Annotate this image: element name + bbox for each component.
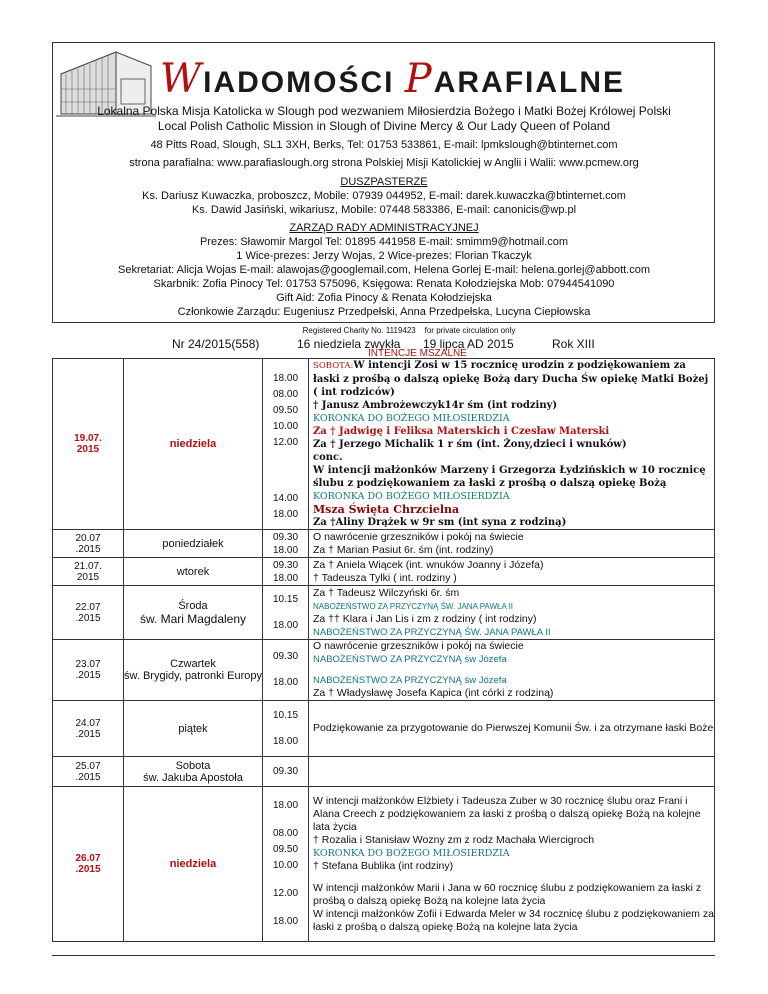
intention: Za † Jadwigę i Feliksa Materskich i Czesław Materski xyxy=(313,426,610,437)
intention: NABOŻEŃSTWO ZA PRZYCZYNĄ ŚW. JANA PAWŁA II xyxy=(313,601,514,611)
row-times: 09.30 xyxy=(263,757,309,787)
row-day: niedziela xyxy=(124,359,263,530)
time: 10.15 xyxy=(272,593,299,605)
intention: Za † Marian Pasiut 6r. śm (int. rodziny) xyxy=(313,543,494,556)
intention: W intencji małżonków Elżbiety i Tadeusza Zuber w 30 rocznicę ślubu oraz Frani i Alana Creech z podziękowaniem za łaski z prośbą o dalszą opiekę Bożą na kolejne lata życia xyxy=(313,794,701,833)
intention: W intencji małżonków Marii i Jana w 60 rocznicę ślubu z podziękowaniem za łaski z prośbą o dalszą opiekę Bożą na kolejne lata życia xyxy=(313,881,702,907)
row-date: 19.07. 2015 xyxy=(53,359,124,530)
pastors-heading: DUSZPASTERZE xyxy=(340,176,428,188)
intention: † Janusz Ambrożewczyk14r śm (int rodziny) xyxy=(313,400,558,411)
intention: NABOŻEŃSTWO ZA PRZYCZYNĄ ŚW. JANA PAWŁA II xyxy=(313,626,551,638)
intention: conc. xyxy=(313,452,343,463)
times-block-2: 14.00 18.00 xyxy=(272,493,299,520)
website-line: strona parafialna: www.parafiaslough.org strona Polskiej Misji Katolickiej w Anglii i Walii: www.pcmew.org xyxy=(129,157,639,169)
intention: O nawrócenie grzeszników i pokój na świecie xyxy=(313,640,524,652)
row-day: piątek xyxy=(124,701,263,757)
row-intentions xyxy=(309,586,715,640)
times-block-1: 18.00 08.00 09.50 10.00 12.00 xyxy=(272,373,299,448)
row-times xyxy=(263,359,309,530)
day-name: Sobota xyxy=(175,759,211,772)
newsletter-title xyxy=(160,56,720,102)
board-line-4: Skarbnik: Zofia Pinocy Tel: 01753 575096, Księgowa: Renata Kołodziejska Mob: 07944541090 xyxy=(153,278,615,290)
title-part1: IADOMOŚCI xyxy=(203,66,405,99)
row-date: 22.07 .2015 xyxy=(53,586,124,640)
issue-date: 19 lipca AD 2015 xyxy=(423,337,514,351)
board-line-1: Prezes: Sławomir Margol Tel: 01895 441958 E-mail: smimm9@hotmail.com xyxy=(200,236,568,248)
intention: Za † Jerzego Michalik 1 r śm (int. Żony,dzieci i wnuków) xyxy=(313,439,627,450)
row-times xyxy=(263,701,309,757)
intention: Za †Aliny Drążek w 9r sm (int syna z rodziną) xyxy=(313,517,567,528)
intention: KORONKA DO BOŻEGO MIŁOSIERDZIA xyxy=(313,491,510,502)
issue-year: Rok XIII xyxy=(552,337,595,351)
row-date: 24.07 .2015 xyxy=(53,701,124,757)
row-times xyxy=(263,586,309,640)
day-name: Środa xyxy=(178,599,208,612)
intention: KORONKA DO BOŻEGO MIŁOSIERDZIA xyxy=(313,413,510,424)
row-intentions xyxy=(309,640,715,701)
row-intentions xyxy=(309,359,715,530)
intention xyxy=(313,359,714,399)
row-date: 23.07 .2015 xyxy=(53,640,124,701)
row-day: niedziela xyxy=(124,787,263,942)
saturday-label: SOBOTA: xyxy=(313,361,354,371)
time: 12.00 xyxy=(272,888,299,899)
time: 18.00 xyxy=(272,916,299,927)
intention: W intencji małżonków Marzeny i Grzegorza Łydzińskich w 10 rocznicę ślubu z podziękowaniem za łaski z prośbą o dalszą opiekę Bożą xyxy=(313,465,706,489)
charity-note: Registered Charity No. 1119423 for private circulation only xyxy=(302,326,516,335)
table-row xyxy=(53,558,715,586)
table-row xyxy=(53,640,715,701)
title-initial-w: W xyxy=(160,56,204,102)
row-intentions xyxy=(309,558,715,586)
board-line-3: Sekretariat: Alicja Wojas E-mail: alawojas@googlemail.com, Helena Gorlej E-mail: helena.gorlej@abbott.com xyxy=(117,264,651,276)
row-day: poniedziałek xyxy=(124,530,263,558)
intention: O nawrócenie grzeszników i pokój na świecie xyxy=(313,530,524,543)
title-part2: ARAFIALNE xyxy=(433,66,626,99)
mass-schedule-table xyxy=(52,358,715,942)
intention-text: W intencji Zosi w 15 rocznicę urodzin z podziękowaniem za łaski z prośbą o dalszą opiekę Bożą dary Ducha Św opiekę Matki Bożej ( int rodziców) xyxy=(313,360,709,398)
row-intentions xyxy=(309,530,715,558)
table-row xyxy=(53,586,715,640)
time: 18.00 xyxy=(272,677,299,688)
intention: † Rozalia i Stanisław Wozny zm z rodz Machała Wiercigroch xyxy=(313,833,595,846)
row-intentions xyxy=(309,701,715,757)
pastor-2: Ks. Dawid Jasiński, wikariusz, Mobile: 07448 583386, E-mail: canonicis@wp.pl xyxy=(191,204,577,216)
intention: † Stefana Bublika (int rodziny) xyxy=(313,859,454,872)
intention: NABOŻEŃSTWO ZA PRZYCZYNĄ św Józefa xyxy=(313,654,507,665)
row-date: 21.07. 2015 xyxy=(53,558,124,586)
pastor-1: Ks. Dariusz Kuwaczka, proboszcz, Mobile: 07939 044952, E-mail: darek.kuwaczka@btinternet.com xyxy=(142,190,626,202)
address-line: 48 Pitts Road, Slough, SL1 3XH, Berks, Tel: 01753 533861, E-mail: lpmkslough@btinternet.com xyxy=(150,139,618,151)
row-date: 26.07 .2015 xyxy=(53,787,124,942)
saint-name: św. Brygidy, patronki Europy xyxy=(124,670,262,682)
row-day xyxy=(124,586,263,640)
row-day: wtorek xyxy=(124,558,263,586)
table-row xyxy=(53,757,715,787)
table-row xyxy=(53,787,715,942)
row-day xyxy=(124,640,263,701)
time: 18.00 xyxy=(272,735,299,747)
intention: KORONKA DO BOŻEGO MIŁOSIERDZIA xyxy=(313,847,510,859)
intention: Za †† Klara i Jan Lis i zm z rodziny ( int rodziny) xyxy=(313,612,537,625)
time: 18.00 xyxy=(272,800,299,811)
row-times xyxy=(263,787,309,942)
board-line-2: 1 Wice-prezes: Jerzy Wojas, 2 Wice-prezes: Florian Tkaczyk xyxy=(236,250,532,262)
table-row xyxy=(53,701,715,757)
intentions-title: INTENCJE MSZALNE xyxy=(368,348,467,359)
board-heading: ZARZĄD RADY ADMINISTRACYJNEJ xyxy=(289,222,479,234)
row-intentions xyxy=(309,787,715,942)
intention: W intencji małżonków Zofii i Edwarda Meler w 34 rocznicę ślubu z podziękowaniem za łaski z prośbą o dalszą opiekę Bożą na kolejne lata życia xyxy=(313,907,714,933)
sunday-label: 16 niedziela zwykła xyxy=(297,337,401,351)
row-date: 20.07 .2015 xyxy=(53,530,124,558)
table-row xyxy=(53,530,715,558)
issue-number: Nr 24/2015(558) xyxy=(172,337,260,351)
intention: NABOŻEŃSTWO ZA PRZYCZYNĄ św Józefa xyxy=(313,675,507,686)
intention: Za † Aniela Wiącek (int. wnuków Joanny i Józefa) xyxy=(313,558,544,571)
row-times: 09.30 18.00 xyxy=(263,530,309,558)
saint-name: św. Jakuba Apostoła xyxy=(143,771,243,784)
time: 18.00 xyxy=(272,619,299,631)
day-name: Czwartek xyxy=(170,658,216,670)
board-line-6: Członkowie Zarządu: Eugeniusz Przedpełski, Anna Przedpełska, Lucyna Ciepłowska xyxy=(177,306,591,318)
time: 09.30 xyxy=(272,651,299,662)
row-intentions xyxy=(309,757,715,787)
intention: Za † Władysławę Josefa Kapica (int córki z rodziną) xyxy=(313,687,554,699)
row-date: 25.07 .2015 xyxy=(53,757,124,787)
title-initial-p: P xyxy=(404,56,434,102)
mission-name-pl: Lokalna Polska Misja Katolicka w Slough pod wezwaniem Miłosierdzia Bożego i Matki Bożej Królowej Polski xyxy=(97,104,671,118)
board-line-5: Gift Aid: Zofia Pinocy & Renata Kołodziejska xyxy=(276,292,492,304)
table-row xyxy=(53,359,715,530)
row-times xyxy=(263,640,309,701)
intention: † Tadeusza Tylki ( int. rodziny ) xyxy=(313,571,457,584)
footer-rule xyxy=(52,955,715,956)
row-times: 09.30 18.00 xyxy=(263,558,309,586)
intention: Za † Tadeusz Wilczyński 6r. śm xyxy=(313,586,460,599)
saint-name: św. Mari Magdaleny xyxy=(139,611,247,626)
row-day xyxy=(124,757,263,787)
mission-name-en: Local Polish Catholic Mission in Slough of Divine Mercy & Our Lady Queen of Poland xyxy=(157,119,611,133)
intention: Podziękowanie za przygotowanie do Pierwszej Komunii Św. i za otrzymane łaski Boże xyxy=(313,722,714,734)
time: 10.15 xyxy=(272,709,299,721)
times-block: 08.00 09.50 10.00 xyxy=(272,828,299,871)
intention: Msza Święta Chrzcielna xyxy=(313,503,460,516)
